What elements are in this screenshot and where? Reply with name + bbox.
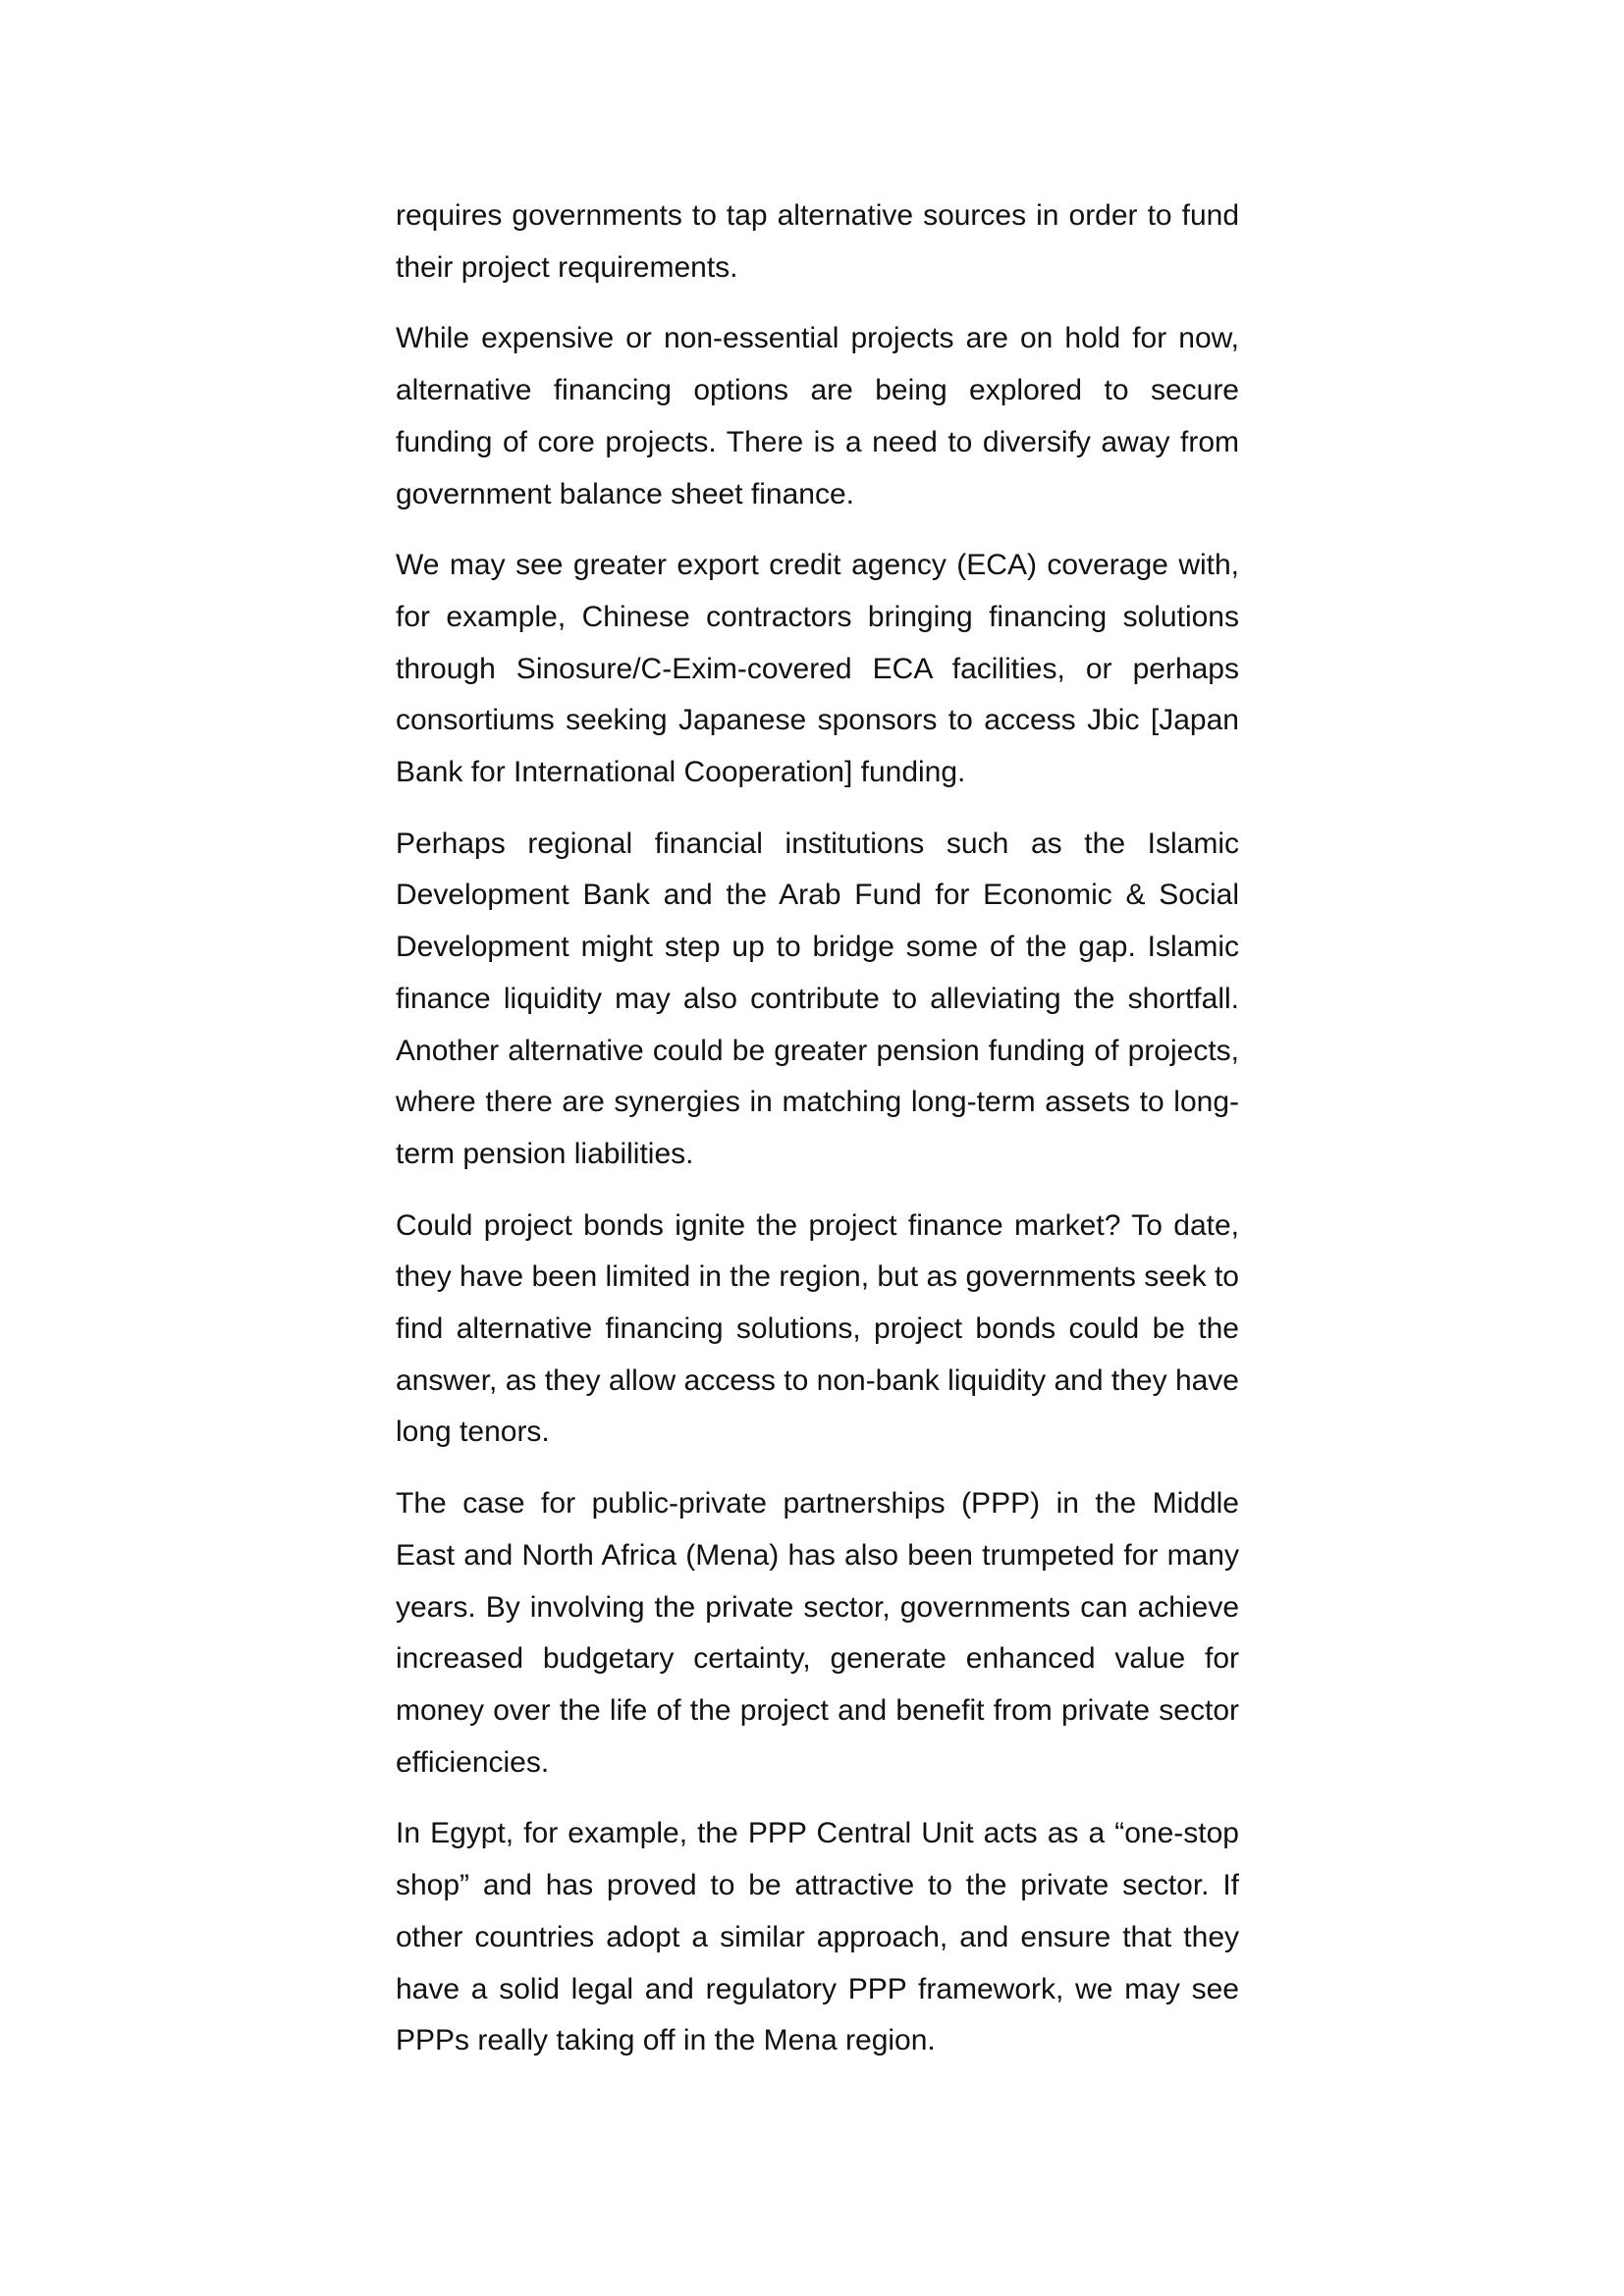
paragraph-2: While expensive or non-essential projects are on hold for now, alternative financing options are being explored to secure funding of core projects. There is a need to diversify away from government balance sheet finance. — [396, 322, 1239, 510]
paragraph-6: The case for public-private partnerships (PPP) in the Middle East and North Africa (Mena) has also been trumpeted for many years. By involving the private sector, governments can achieve increased budgetary certainty, generate enhanced value for money over the life of the project and benefit from private sector efficiencies. — [396, 1487, 1239, 1779]
paragraph-4: Perhaps regional financial institutions such as the Islamic Development Bank and the Arab Fund for Economic & Social Development might step up to bridge some of the gap. Islamic finance liquidity may also contribute to alleviating the shortfall. Another alternative could be greater pension funding of projects, where there are synergies in matching long-term assets to long-term pension liabilities. — [396, 827, 1239, 1170]
paragraph-5: Could project bonds ignite the project finance market? To date, they have been limited in the region, but as governments seek to find alternative financing solutions, project bonds could be the answer, as they allow access to non-bank liquidity and they have long tenors. — [396, 1208, 1239, 1449]
paragraph-7: In Egypt, for example, the PPP Central Unit acts as a “one-stop shop” and has proved to be attractive to the private sector. If other countries adopt a similar approach, and ensure that they have a solid legal and regulatory PPP framework, we may see PPPs really taking off in the Mena region. — [396, 1817, 1239, 2057]
paragraph-3: We may see greater export credit agency (ECA) coverage with, for example, Chinese contractors bringing financing solutions through Sinosure/C-Exim-covered ECA facilities, or perhaps consortiums seeking Japanese sponsors to access Jbic [Japan Bank for International Cooperation] funding. — [396, 549, 1239, 789]
body-text — [396, 190, 1239, 2087]
paragraph-1: requires governments to tap alternative sources in order to fund their project requirements. — [396, 199, 1239, 284]
